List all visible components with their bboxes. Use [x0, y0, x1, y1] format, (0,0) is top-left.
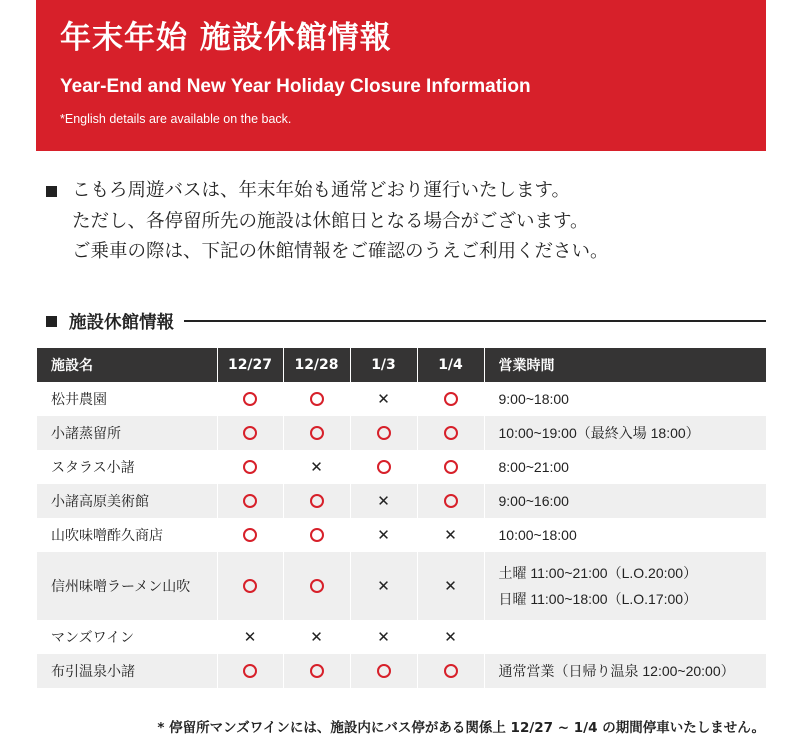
open-circle-icon [444, 426, 458, 440]
opening-hours [484, 654, 766, 688]
table-row [37, 450, 766, 484]
open-circle-icon [377, 426, 391, 440]
open-circle-icon [243, 664, 257, 678]
status-cell [417, 552, 484, 620]
column-header-date: 1/4 [417, 348, 484, 382]
column-header-hours: 営業時間 [484, 348, 766, 382]
intro-line [46, 207, 609, 238]
status-cell [417, 484, 484, 518]
status-cell [350, 552, 417, 620]
table-body [37, 382, 766, 688]
header-banner [36, 0, 766, 151]
open-circle-icon [243, 460, 257, 474]
opening-hours [484, 620, 766, 654]
status-cell [350, 450, 417, 484]
status-cell [350, 620, 417, 654]
footnote: * 停留所マンズワインには、施設内にバス停がある関係上 12/27 ~ 1/4 の期間停車いたしません。 [157, 720, 765, 736]
opening-hours [484, 552, 766, 620]
table-row [37, 552, 766, 620]
status-cell [283, 450, 350, 484]
status-cell [217, 552, 283, 620]
opening-hours [484, 382, 766, 416]
open-circle-icon [243, 528, 257, 542]
facility-name: 信州味噌ラーメン山吹 [37, 552, 217, 620]
status-cell [417, 450, 484, 484]
status-cell [417, 620, 484, 654]
hours-line: 日曜 11:00~18:00（L.O.17:00） [498, 591, 698, 607]
open-circle-icon [310, 664, 324, 678]
opening-hours [484, 450, 766, 484]
open-circle-icon [444, 664, 458, 678]
hours-line: 9:00~16:00 [498, 493, 569, 509]
intro-notice [46, 176, 609, 268]
status-cell [417, 654, 484, 688]
status-cell [217, 654, 283, 688]
closed-cross-icon: ✕ [377, 628, 390, 646]
status-cell [417, 416, 484, 450]
divider [184, 320, 766, 322]
status-cell [350, 416, 417, 450]
status-cell [350, 382, 417, 416]
status-cell [283, 382, 350, 416]
intro-line [46, 176, 609, 207]
closed-cross-icon: ✕ [310, 628, 323, 646]
status-cell [217, 450, 283, 484]
open-circle-icon [310, 528, 324, 542]
column-header-facility: 施設名 [37, 348, 217, 382]
hours-line: 10:00~18:00 [498, 527, 577, 543]
english-note: *English details are available on the back. [60, 112, 292, 126]
status-cell [350, 518, 417, 552]
column-header-date: 1/3 [350, 348, 417, 382]
open-circle-icon [243, 494, 257, 508]
status-cell [217, 382, 283, 416]
status-cell [217, 620, 283, 654]
opening-hours [484, 484, 766, 518]
facility-name: 山吹味噌酢久商店 [51, 528, 163, 544]
intro-text: こもろ周遊バスは、年末年始も通常どおり運行いたします。 [72, 180, 571, 201]
table-header-row [37, 348, 766, 382]
open-circle-icon [243, 579, 257, 593]
open-circle-icon [310, 494, 324, 508]
status-cell [283, 620, 350, 654]
status-cell [217, 484, 283, 518]
open-circle-icon [444, 392, 458, 406]
status-cell [283, 484, 350, 518]
open-circle-icon [377, 460, 391, 474]
status-cell [283, 552, 350, 620]
status-cell [417, 518, 484, 552]
open-circle-icon [310, 579, 324, 593]
section-heading [46, 307, 766, 335]
facility-name: スタラス小諸 [51, 460, 135, 476]
column-header-date: 12/28 [283, 348, 350, 382]
closed-cross-icon: ✕ [444, 577, 457, 595]
closed-cross-icon: ✕ [377, 492, 390, 510]
status-cell [350, 484, 417, 518]
hours-line: 9:00~18:00 [498, 391, 569, 407]
status-cell [283, 416, 350, 450]
open-circle-icon [310, 426, 324, 440]
closed-cross-icon: ✕ [444, 526, 457, 544]
facility-name: 小諸蒸留所 [37, 416, 217, 450]
closed-cross-icon: ✕ [243, 628, 257, 646]
open-circle-icon [243, 426, 257, 440]
status-cell [350, 654, 417, 688]
facility-name: マンズワイン [51, 630, 135, 646]
open-circle-icon [243, 392, 257, 406]
open-circle-icon [444, 460, 458, 474]
status-cell [283, 518, 350, 552]
table-row [37, 382, 766, 416]
page-title: 年末年始 施設休館情報 [60, 20, 392, 56]
open-circle-icon [444, 494, 458, 508]
intro-line [46, 237, 609, 268]
column-header-date: 12/27 [217, 348, 283, 382]
facility-name: 布引温泉小諸 [37, 654, 217, 688]
hours-line: 10:00~19:00（最終入場 18:00） [498, 425, 700, 441]
opening-hours [484, 518, 766, 552]
open-circle-icon [310, 392, 324, 406]
hours-line: 通常営業（日帰り温泉 12:00~20:00） [498, 663, 735, 679]
status-cell [283, 654, 350, 688]
closed-cross-icon: ✕ [377, 526, 390, 544]
table-row [37, 484, 766, 518]
opening-hours [484, 416, 766, 450]
table-row [37, 620, 766, 654]
closed-cross-icon: ✕ [377, 577, 390, 595]
table-row [37, 518, 766, 552]
facility-name: 小諸高原美術館 [37, 484, 217, 518]
intro-text: ご乗車の際は、下記の休館情報をご確認のうえご利用ください。 [72, 241, 609, 262]
closure-table [37, 348, 766, 688]
closed-cross-icon: ✕ [444, 628, 457, 646]
status-cell [217, 416, 283, 450]
facility-name: 松井農園 [51, 392, 107, 408]
table-row [37, 654, 766, 688]
hours-line: 8:00~21:00 [498, 459, 569, 475]
bullet-square-icon [46, 186, 57, 197]
status-cell [217, 518, 283, 552]
page-subtitle-english: Year-End and New Year Holiday Closure Information [60, 76, 531, 97]
open-circle-icon [377, 664, 391, 678]
closed-cross-icon: ✕ [310, 458, 323, 476]
table-row [37, 416, 766, 450]
hours-line: 土曜 11:00~21:00（L.O.20:00） [498, 565, 698, 581]
section-title: 施設休館情報 [69, 312, 174, 333]
closed-cross-icon: ✕ [377, 390, 390, 408]
status-cell [417, 382, 484, 416]
bullet-square-icon [46, 316, 57, 327]
intro-text: ただし、各停留所先の施設は休館日となる場合がございます。 [72, 210, 589, 232]
